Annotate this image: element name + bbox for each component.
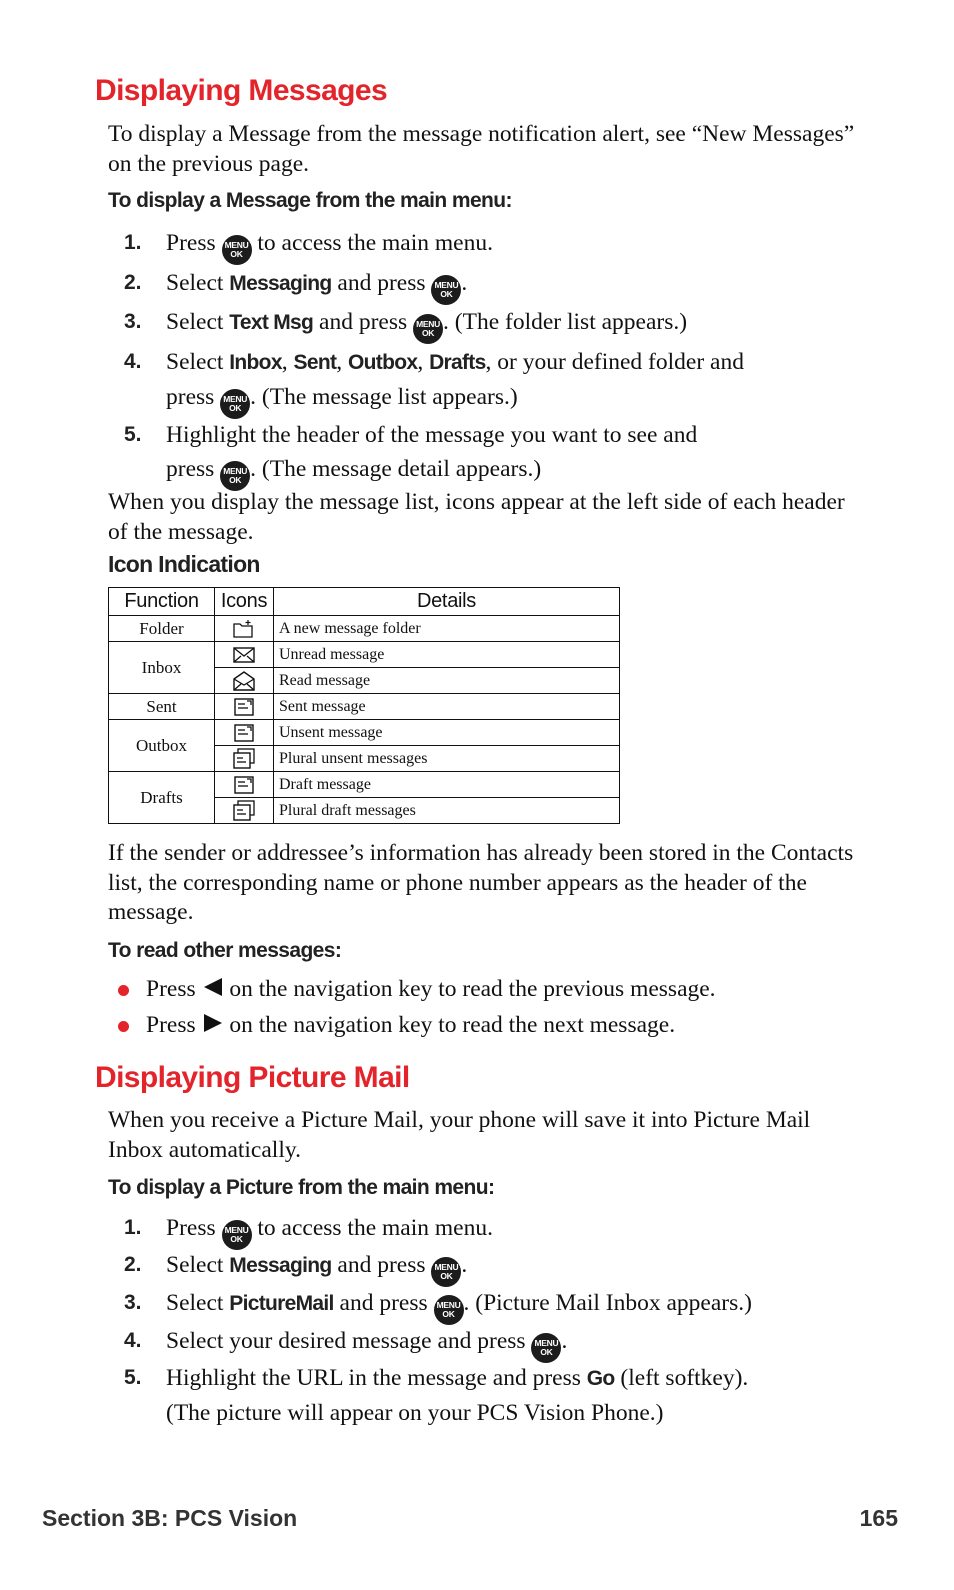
footer-section-label: Section 3B: PCS Vision	[42, 1505, 298, 1531]
page-number: 165	[859, 1505, 898, 1531]
menu-ok-key-icon: MENU OK	[431, 1257, 461, 1287]
subheading-main-menu: To display a Message from the main menu:	[108, 189, 512, 212]
step-text: Highlight the header of the message you want to see and	[166, 422, 698, 448]
bullet-text: Press	[146, 976, 196, 1002]
step-text: .	[461, 1252, 468, 1278]
step-text: Select	[166, 349, 224, 375]
detail-cell: Plural draft messages	[274, 798, 620, 824]
step-text: and press	[337, 270, 426, 296]
menu-ok-key-icon: MENU OK	[431, 275, 461, 305]
step-number: 1.	[124, 231, 142, 254]
menu-item-messaging: Messaging	[229, 272, 332, 295]
step-number: 3.	[124, 310, 142, 333]
header-function: Function	[109, 588, 215, 616]
step-text: Press	[166, 230, 216, 256]
detail-cell: Plural unsent messages	[274, 746, 620, 772]
detail-cell: A new message folder	[274, 616, 620, 642]
sent-message-icon	[215, 694, 274, 720]
draft-message-icon	[215, 772, 274, 798]
menu-item-text-msg: Text Msg	[229, 311, 314, 334]
new-folder-icon	[215, 616, 274, 642]
step-number: 4.	[124, 1329, 142, 1352]
menu-item-picturemail: PictureMail	[229, 1292, 334, 1315]
menu-item-messaging: Messaging	[229, 1254, 332, 1277]
plural-unsent-icon	[215, 746, 274, 772]
table-row	[109, 642, 620, 668]
function-cell: Drafts	[109, 772, 215, 824]
bullet-text: on the navigation key to read the next message.	[229, 1012, 676, 1038]
step-text: Highlight the URL in the message and press	[166, 1365, 581, 1391]
function-cell: Folder	[109, 616, 215, 642]
table-row	[109, 720, 620, 746]
unsent-message-icon	[215, 720, 274, 746]
table-row	[109, 694, 620, 720]
step-text: and press	[319, 309, 408, 335]
menu-ok-key-icon: MENU OK	[434, 1295, 464, 1325]
table-row	[109, 772, 620, 798]
menu-ok-key-icon: MENU OK	[222, 235, 252, 265]
icon-indication-table	[108, 587, 620, 824]
step-text: (The picture will appear on your PCS Vision Phone.)	[166, 1400, 664, 1426]
step-text: Select	[166, 270, 224, 296]
menu-ok-key-icon: MENU OK	[531, 1333, 561, 1363]
step-text: and press	[337, 1252, 426, 1278]
step-number: 4.	[124, 350, 142, 373]
step-number: 3.	[124, 1291, 142, 1314]
menu-ok-key-icon: MENU OK	[220, 461, 250, 491]
icons-paragraph: When you display the message list, icons appear at the left side of each header of the message.	[108, 489, 845, 545]
step-text: (left softkey).	[620, 1365, 749, 1391]
step-text: Select your desired message and press	[166, 1328, 526, 1354]
section-title-displaying-picture-mail: Displaying Picture Mail	[95, 1061, 410, 1094]
function-cell: Inbox	[109, 642, 215, 694]
step-text: to access the main menu.	[257, 230, 493, 256]
step-number: 5.	[124, 1366, 142, 1389]
step-text: press	[166, 384, 215, 410]
detail-cell: Unread message	[274, 642, 620, 668]
step-text: . (The message list appears.)	[250, 384, 518, 410]
menu-item-outbox: Outbox	[348, 351, 418, 374]
step-number: 2.	[124, 1253, 142, 1276]
step-text: Select	[166, 309, 224, 335]
bullet-text: on the navigation key to read the previous message.	[229, 976, 716, 1002]
detail-cell: Unsent message	[274, 720, 620, 746]
bullet-dot	[118, 1021, 129, 1032]
step-text: Select	[166, 1252, 224, 1278]
detail-cell: Sent message	[274, 694, 620, 720]
step-text: and press	[339, 1290, 428, 1316]
unread-envelope-icon	[215, 642, 274, 668]
step-text: . (Picture Mail Inbox appears.)	[463, 1290, 752, 1316]
subheading-read-other: To read other messages:	[108, 939, 342, 962]
softkey-go: Go	[586, 1367, 615, 1390]
step-number: 5.	[124, 423, 142, 446]
step-text: Select	[166, 1290, 224, 1316]
function-cell: Sent	[109, 694, 215, 720]
menu-item-sent: Sent	[293, 351, 337, 374]
contacts-paragraph: If the sender or addressee’s information has already been stored in the Contacts list, the corresponding name or phone number appears as the header of the message.	[108, 840, 854, 925]
step-text: . (The message detail appears.)	[250, 456, 542, 482]
step-text: .	[461, 270, 468, 296]
intro-paragraph: To display a Message from the message notification alert, see “New Messages” on the previous page.	[108, 121, 855, 177]
step-text: , or your defined folder and	[485, 349, 744, 375]
step-number: 1.	[124, 1216, 142, 1239]
step-text: to access the main menu.	[257, 1215, 493, 1241]
picture-intro-paragraph: When you receive a Picture Mail, your phone will save it into Picture Mail Inbox automatically.	[108, 1107, 811, 1163]
detail-cell: Read message	[274, 668, 620, 694]
left-arrow-icon	[204, 978, 222, 996]
menu-ok-key-icon: MENU OK	[413, 314, 443, 344]
step-text: press	[166, 456, 215, 482]
header-details: Details	[274, 588, 620, 616]
read-envelope-icon	[215, 668, 274, 694]
subheading-picture-main-menu: To display a Picture from the main menu:	[108, 1176, 495, 1199]
bullet-dot	[118, 985, 129, 996]
function-cell: Outbox	[109, 720, 215, 772]
table-heading: Icon Indication	[108, 551, 260, 577]
table-row	[109, 616, 620, 642]
step-text: Press	[166, 1215, 216, 1241]
table-header-row	[109, 588, 620, 616]
plural-draft-icon	[215, 798, 274, 824]
step-text: . (The folder list appears.)	[443, 309, 688, 335]
header-icons: Icons	[215, 588, 274, 616]
step-number: 2.	[124, 271, 142, 294]
bullet-text: Press	[146, 1012, 196, 1038]
detail-cell: Draft message	[274, 772, 620, 798]
menu-item-inbox: Inbox	[229, 351, 282, 374]
right-arrow-icon	[204, 1014, 222, 1032]
menu-ok-key-icon: MENU OK	[222, 1220, 252, 1250]
menu-ok-key-icon: MENU OK	[220, 389, 250, 419]
step-text: .	[561, 1328, 568, 1354]
section-title-displaying-messages: Displaying Messages	[95, 74, 388, 107]
menu-item-drafts: Drafts	[429, 351, 486, 374]
